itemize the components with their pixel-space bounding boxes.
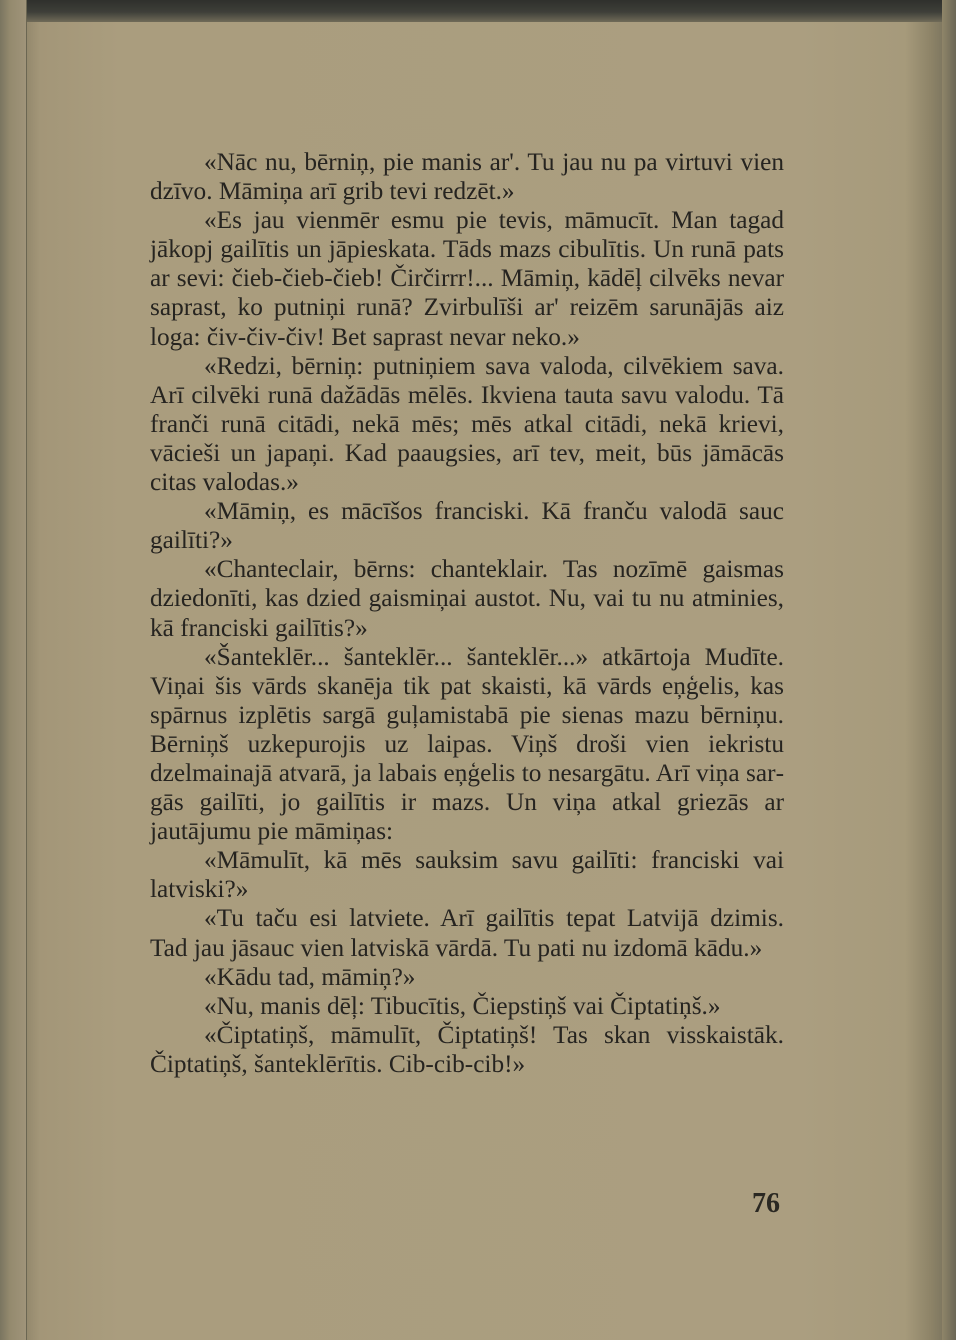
page-number: 76 — [752, 1188, 780, 1219]
paragraph: «Kādu tad, māmiņ?» — [204, 962, 416, 991]
paragraph: «Es jau vienmēr esmu pie tevis, māmucīt. Man tagad jākopj gailītis un jāpieskata. Tāds mazs cibulītis. Un runā pats ar sevi: čieb-čieb-čieb! Čirčirrr!... Māmiņ, kādēļ cilvēks nevar saprast, ko putniņi runā? Zvirbulīši ar' reizēm sarunājās aiz loga: čiv-čiv-čiv! Bet saprast nevar neko.» — [150, 206, 784, 351]
paragraph: «Redzi, bērniņ: putniņiem sava valoda, cilvēkiem sava. Arī cilvēki runā dažādās mēlēs. Ikviena tauta savu valodu. Tā franči runā citādi, nekā mēs; mēs atkal citādi, nekā krievi, vācieši un japaņi. Kad paaugsies, arī tev, meit, būs jāmācās citas valodas.» — [150, 351, 784, 497]
paragraph: «Nu, manis dēļ: Tibucītis, Čiepstiņš vai Čiptatiņš.» — [204, 991, 721, 1020]
paragraph: «Chanteclair, bērns: chanteklair. Tas nozīmē gaismas dziedonīti, kas dzied gaismiņai austot. Nu, vai tu nu atminies, kā franciski gailītis?» — [150, 555, 784, 642]
paragraph: «Šanteklēr... šanteklēr... šanteklēr...» atkārtoja Mudīte. Viņai šis vārds skanēja tik pat skaisti, kā vārds eņģelis, kas spārnus izplētis sargā guļamistabā pie sienas mazu bērniņu. Bērniņš uzkepurojis uz laipas. Viņš droši vien iekristu dzelmainajā atvarā, ja labais eņģelis to nesargātu. Arī viņa sargās gailīti, jo gailītis ir mazs. Un viņa atkal griezās ar jautājumu pie māmiņas: — [150, 642, 784, 846]
binding-edge — [0, 0, 27, 1340]
paragraph: «Māmulīt, kā mēs sauksim savu gailīti: franciski vai latviski?» — [150, 846, 784, 904]
paragraph: «Čiptatiņš, māmulīt, Čiptatiņš! Tas skan visskaistāk. Čiptatiņš, šanteklērītis. Cib-cib-cib!» — [150, 1020, 784, 1078]
paragraph: «Māmiņ, es mācīšos franciski. Kā franču valodā sauc gailīti?» — [150, 497, 784, 555]
paragraph: «Tu taču esi latviete. Arī gailītis tepat Latvijā dzimis. Tad jau jāsauc vien latviskā vārdā. Tu pati nu izdomā kādu.» — [150, 904, 784, 962]
top-shadow-band — [0, 0, 956, 22]
right-page-edge — [942, 0, 956, 1340]
paragraph: «Nāc nu, bērniņ, pie manis ar'. Tu jau nu pa virtuvi vien dzīvo. Māmiņa arī grib tevi redzēt.» — [150, 148, 784, 206]
page-text-block — [150, 148, 784, 1079]
